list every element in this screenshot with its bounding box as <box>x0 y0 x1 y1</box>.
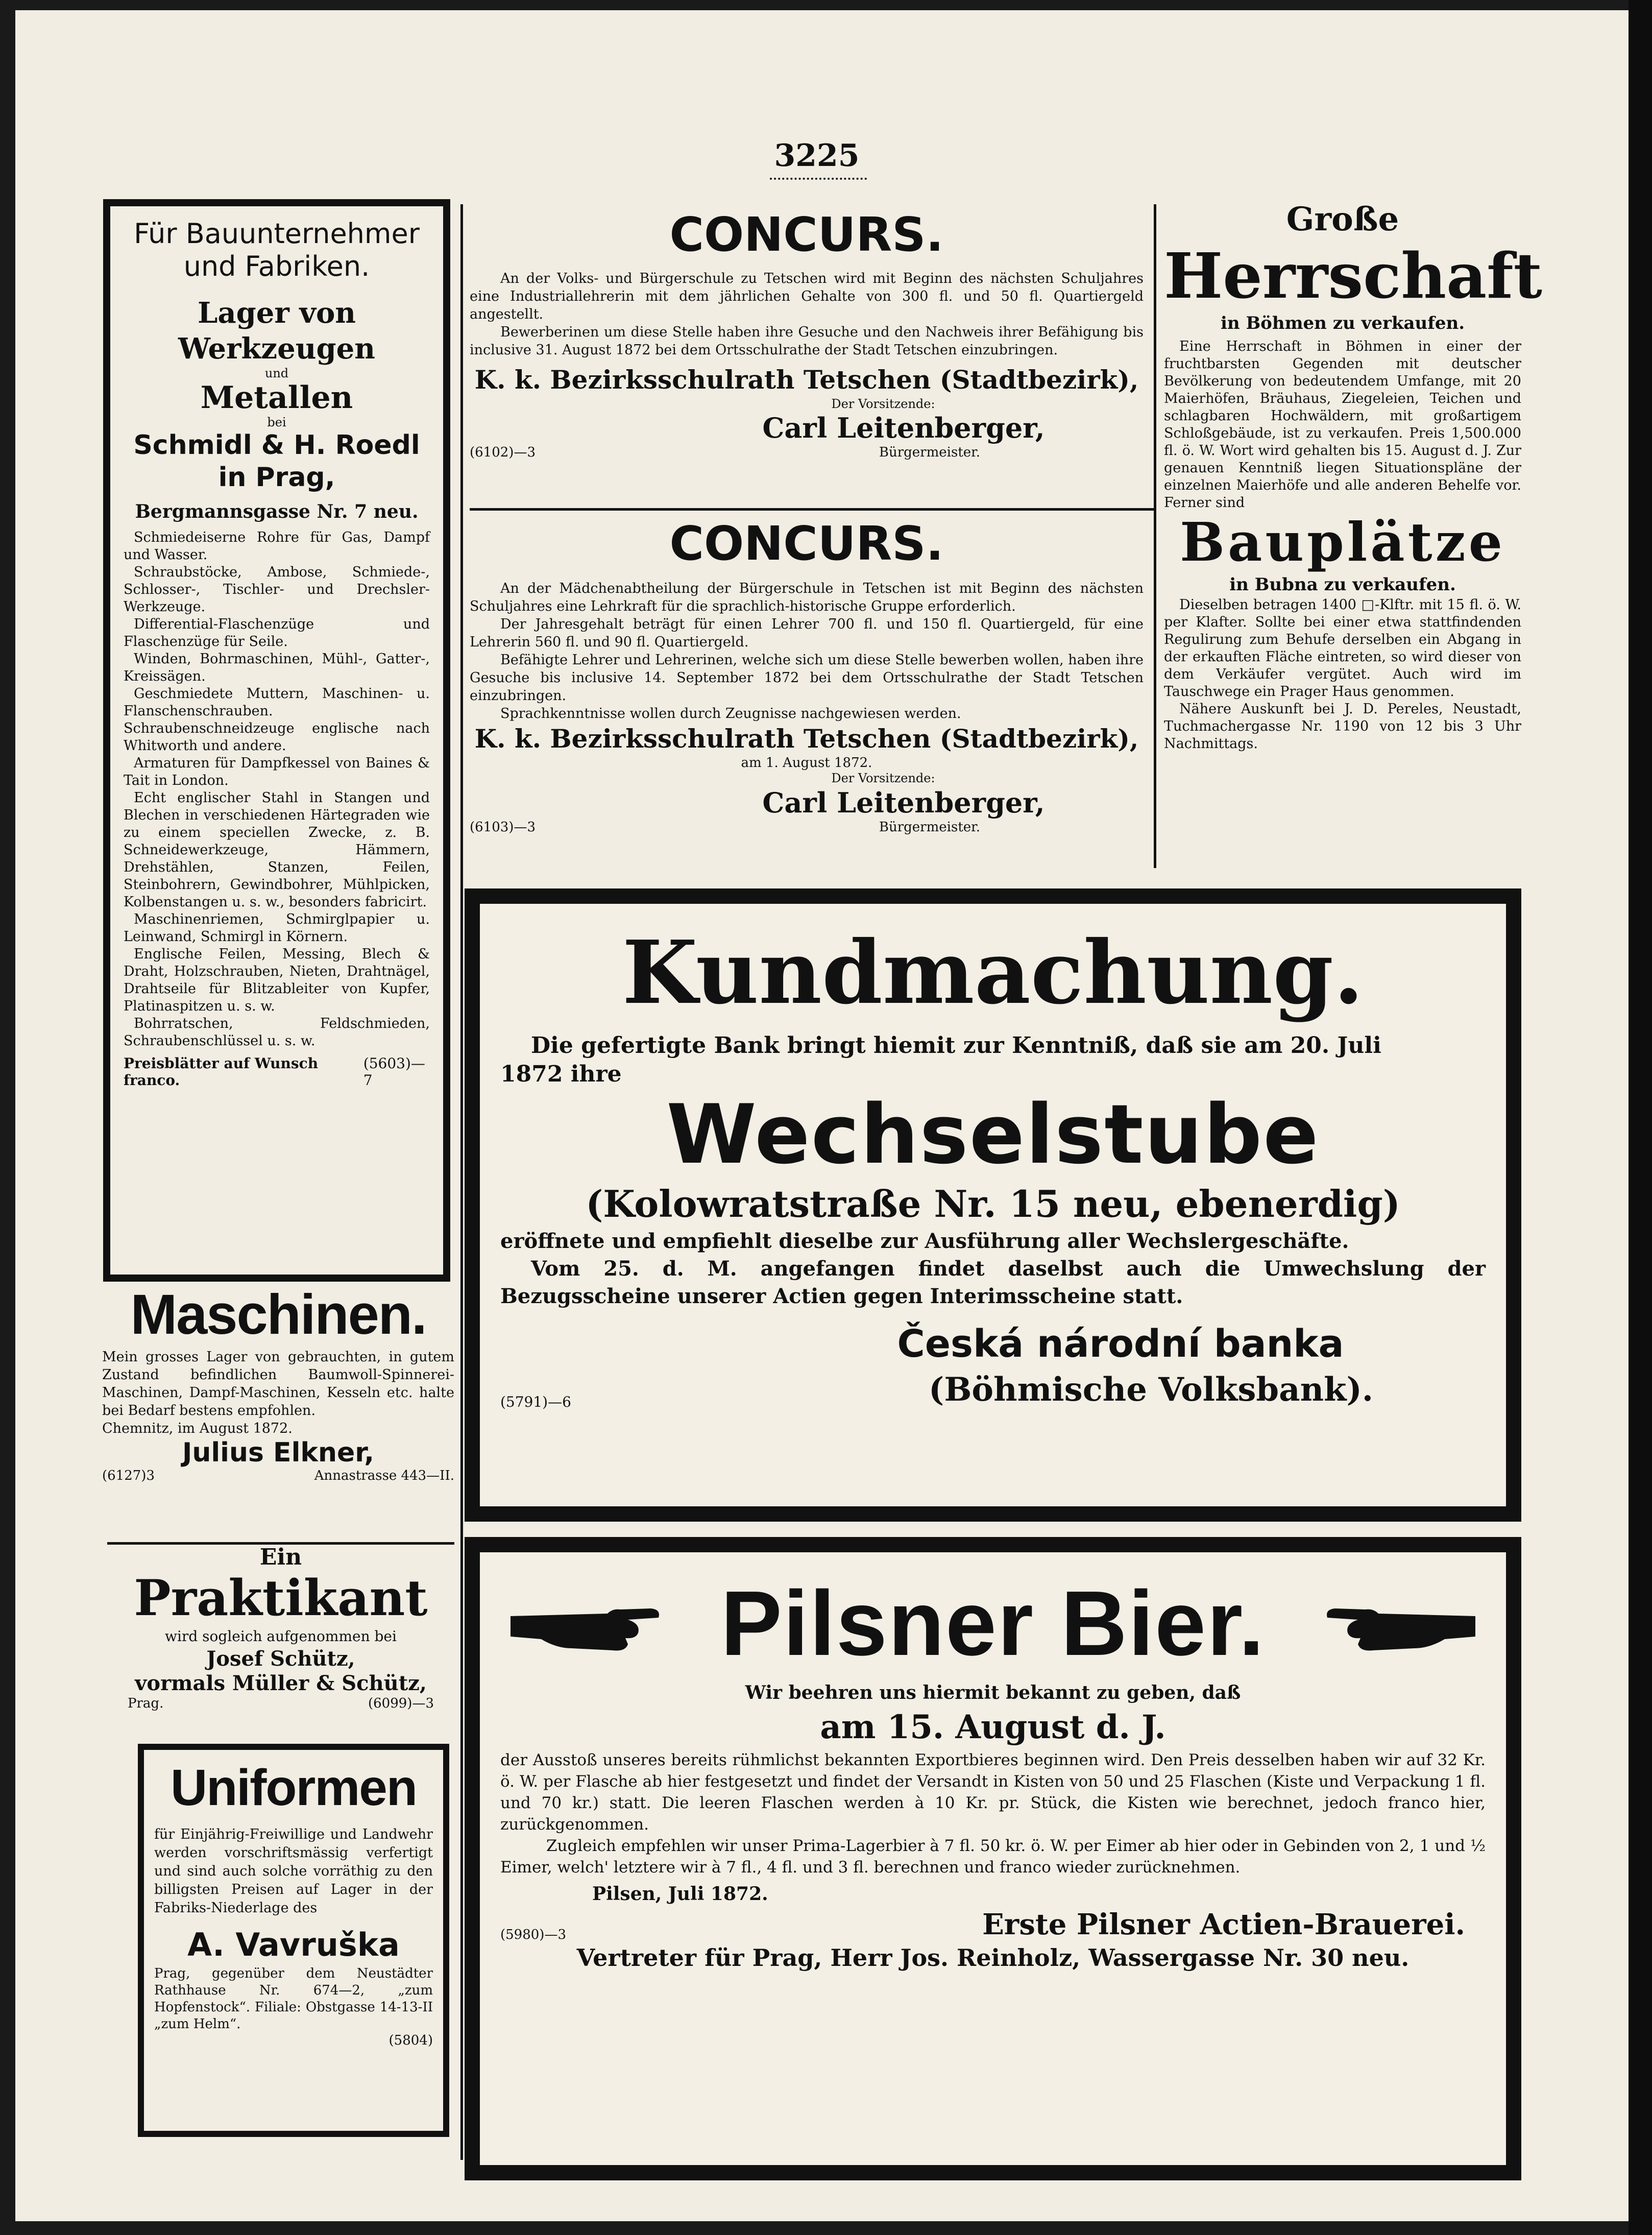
bauplaetze-body: Dieselben betragen 1400 □-Klftr. mit 15 fl. ö. W. per Klafter. Sollte bei einer etwa stattfindenden Regulirung zum Behufe derselben ein Abgang in der erkauften Fläche eintreten, so wird dieser von dem Verkäufer vergütet. Auch wird im Tauschwege ein Prager Haus genommen. <box>1164 597 1521 700</box>
concurs-2-para1: An der Mädchenabtheilung der Bürgerschule in Tetschen ist mit Beginn des nächsten Schuljahres eine Lehrkraft für die sprachlich-historische Gruppe erforderlich. <box>470 581 1144 614</box>
ad-tools-item: Armaturen für Dampfkessel von Baines & Tait in London. <box>124 755 430 788</box>
pilsner-line1: Wir beehren uns hiermit bekannt zu geben, daß <box>745 1682 1241 1703</box>
ad-tools-firm: Schmidl & H. Roedl <box>133 430 420 461</box>
ad-praktikant-title: Praktikant <box>134 1569 428 1627</box>
ad-tools-item: Bohrratschen, Feldschmieden, Schraubenschlüssel u. s. w. <box>124 1016 430 1049</box>
pilsner-title: Pilsner Bier. <box>720 1572 1266 1675</box>
ad-praktikant-footer <box>107 1696 454 1711</box>
pilsner-sign-row <box>500 1907 1486 1942</box>
ad-uniformen <box>138 1744 449 2137</box>
ad-uniformen-ref: (5804) <box>388 2033 433 2048</box>
kundmachung-ref: (5791)—6 <box>500 1393 571 1410</box>
ad-tools-item: Englische Feilen, Messing, Blech & Draht, Holzschrauben, Nieten, Drahtnägel, Drahtseile für Blitzableiter von Kupfer, Platinaspitzen u. s. w. <box>124 946 430 1014</box>
ad-tools-ref: (5603)—7 <box>363 1055 425 1089</box>
ad-maschinen <box>102 1282 454 1483</box>
ad-herrschaft <box>1164 199 1542 753</box>
column-rule-right <box>1154 204 1156 868</box>
ad-praktikant-ref: (6099)—3 <box>368 1696 434 1711</box>
concurs-1 <box>470 204 1144 460</box>
ad-maschinen-ref: (6127)3 <box>102 1468 155 1483</box>
kundmachung-line3: eröffnete und empfiehlt dieselbe zur Ausführung aller Wechslergeschäfte. <box>500 1229 1349 1253</box>
concurs-2-date: am 1. August 1872. <box>741 755 872 771</box>
pilsner-brewery: Erste Pilsner Actien-Brauerei. <box>982 1908 1465 1941</box>
concurs-1-para1: An der Volks- und Bürgerschule zu Tetschen wird mit Beginn des nächsten Schuljahres eine Industriallehrerin mit dem jährlichen Gehalte von 300 fl. und 50 fl. Quartiergeld angestellt. <box>470 271 1144 322</box>
newspaper-page <box>15 10 1629 2221</box>
concurs-1-ref: (6102)—3 <box>470 445 536 460</box>
concurs-2-para3: Befähigte Lehrer und Lehrerinen, welche sich um diese Stelle bewerben wollen, haben ihre Gesuche bis inclusive 14. September 1872 bei dem Ortsschulrathe der Stadt Tetschen einzubringen. <box>470 652 1144 704</box>
kundmachung-address: (Kolowratstraße Nr. 15 neu, ebenerdig) <box>586 1182 1400 1225</box>
ad-tools-item: Schmiedeiserne Rohre für Gas, Dampf und Wasser. <box>124 530 430 563</box>
kundmachung-title: Kundmachung. <box>622 922 1364 1024</box>
concurs-2-authority: K. k. Bezirksschulrath Tetschen (Stadtbezirk), <box>474 724 1139 754</box>
kundmachung-bank-de: (Böhmische Volksbank). <box>929 1371 1373 1409</box>
ad-maschinen-address: Annastrasse 443—II. <box>314 1468 454 1483</box>
ad-tools-item: Differential-Flaschenzüge und Flaschenzüge für Seile. <box>124 616 430 650</box>
ad-tools-metallen: Metallen <box>200 380 353 416</box>
ad-uniformen-title: Uniformen <box>171 1759 417 1816</box>
concurs-2-para4: Sprachkenntnisse wollen durch Zeugnisse nachgewiesen werden. <box>500 706 961 722</box>
ad-tools-price-note: Preisblätter auf Wunsch franco. <box>124 1055 319 1089</box>
ad-maschinen-body: Mein grosses Lager von gebrauchten, in gutem Zustand befindlichen Baumwoll-Spinnerei-Maschinen, Dampf-Maschinen, Kesseln etc. halte bei Bedarf bestens empfohlen. <box>102 1349 454 1419</box>
ad-tools-title: Für Bauunternehmer und Fabriken. <box>134 218 420 282</box>
concurs-2-para2: Der Jahresgehalt beträgt für einen Lehrer 700 fl. und 150 fl. Quartiergeld, für eine Lehrerin 560 fl. und 90 fl. Quartiergeld. <box>470 616 1144 650</box>
kundmachung-footer <box>500 1369 1486 1410</box>
ad-praktikant-firm1: Josef Schütz, <box>206 1647 355 1671</box>
concurs-2-chair-label: Der Vorsitzende: <box>831 771 935 785</box>
ad-maschinen-footer <box>102 1468 454 1483</box>
herrschaft-body: Eine Herrschaft in Böhmen in einer der fruchtbarsten Gegenden mit deutscher Bevölkerung von bedeutendem Umfange, mit 20 Maierhöfen, Bräuhaus, Ziegeleien, Teichen und schlagbaren Hochwäldern, mit großartigem Schloßgebäude, ist zu verkaufen. Preis 1,500.000 fl. ö. W. Wort wird gehalten bis 15. August d. J. Zur genauen Kenntniß liegen Situationspläne der einzelnen Maierhöfe und alle anderen Behelfe vor. Ferner sind <box>1164 339 1521 511</box>
pilsner-date: am 15. August d. J. <box>820 1708 1166 1746</box>
ad-tools-lager: Lager von Werkzeugen <box>178 296 375 366</box>
bauplaetze-title: Bauplätze <box>1180 511 1505 573</box>
kundmachung-wechselstube: Wechselstube <box>666 1087 1320 1182</box>
ad-kundmachung <box>465 888 1521 1522</box>
ad-tools-body <box>124 529 430 1050</box>
ad-maschinen-name: Julius Elkner, <box>182 1437 375 1468</box>
rule-middle-1 <box>470 508 1154 511</box>
ad-tools-item: Echt englischer Stahl in Stangen und Blechen in verschiedenen Härtegraden wie zu einem speciellen Zwecke, z. B. Schneidewerkzeuge, Hämmern, Drehstählen, Stanzen, Feilen, Steinbohrern, Gewindbohrer, Mühlpicken, Kolbenstangen u. s. w., besonders fabricirt. <box>124 790 430 910</box>
pilsner-place: Pilsen, Juli 1872. <box>592 1883 768 1905</box>
herrschaft-title: Herrschaft <box>1164 239 1542 313</box>
pilsner-header <box>500 1568 1486 1680</box>
ad-tools-item: Maschinenriemen, Schmirglpapier u. Leinwand, Schmirgl in Körnern. <box>124 911 430 945</box>
page-number-underline <box>770 178 867 183</box>
concurs-1-para2: Bewerberinen um diese Stelle haben ihre Gesuche und den Nachweis ihrer Befähigung bis inclusive 31. August 1872 bei dem Ortsschulrathe der Stadt Tetschen einzubringen. <box>470 324 1144 358</box>
kundmachung-line2: 1872 ihre <box>500 1061 622 1087</box>
concurs-2 <box>470 513 1144 835</box>
ad-praktikant-firm2: vormals Müller & Schütz, <box>135 1671 427 1695</box>
concurs-1-footer <box>470 445 1144 460</box>
concurs-1-role: Bürgermeister. <box>879 445 980 460</box>
concurs-2-chair: Carl Leitenberger, <box>762 786 1045 819</box>
ad-pilsner-bier <box>465 1537 1521 2180</box>
ad-tools-bei: bei <box>267 415 286 429</box>
ad-tools-metals <box>103 199 450 1282</box>
herrschaft-subtitle: in Böhmen zu verkaufen. <box>1220 313 1465 333</box>
pilsner-ref: (5980)—3 <box>500 1927 566 1942</box>
kundmachung-bank: Česká národní banka <box>897 1322 1344 1366</box>
concurs-1-title: CONCURS. <box>669 207 944 262</box>
ad-uniformen-name: A. Vavruška <box>187 1926 400 1963</box>
herrschaft-grosse: Große <box>1286 200 1399 238</box>
ad-uniformen-body: für Einjährig-Freiwillige und Landwehr werden vorschriftsmässig verfertigt und sind auch solche vorräthig zu den billigsten Preisen auf Lager in der Fabriks-Niederlage des <box>154 1827 433 1916</box>
page-number: 3225 <box>774 138 860 174</box>
pilsner-para2: Zugleich empfehlen wir unser Prima-Lagerbier à 7 fl. 50 kr. ö. W. per Eimer ab hier oder in Gebinden von 2, 1 und ½ Eimer, welch' letztere wir à 7 fl., 4 fl. und 3 fl. berechnen und franco wieder zurücknehmen. <box>500 1837 1486 1877</box>
concurs-1-authority: K. k. Bezirksschulrath Tetschen (Stadtbezirk), <box>474 365 1139 395</box>
ad-maschinen-place: Chemnitz, im August 1872. <box>102 1421 293 1436</box>
concurs-1-chair-label: Der Vorsitzende: <box>831 397 935 411</box>
concurs-2-footer <box>470 820 1144 835</box>
kundmachung-line4: Vom 25. d. M. angefangen findet daselbst auch die Umwechslung der Bezugsscheine unserer Actien gegen Interimsscheine statt. <box>500 1257 1486 1308</box>
pilsner-agent: Vertreter für Prag, Herr Jos. Reinholz, Wassergasse Nr. 30 neu. <box>576 1944 1410 1972</box>
ad-uniformen-address: Prag, gegenüber dem Neustädter Rathhause Nr. 674—2, „zum Hopfenstock“. Filiale: Obstgasse 14-13-II „zum Helm“. <box>154 1966 433 2032</box>
ad-praktikant-ein: Ein <box>259 1544 302 1570</box>
book-spine-shadow <box>1629 0 1652 2235</box>
concurs-2-ref: (6103)—3 <box>470 820 536 835</box>
bauplaetze-contact: Nähere Auskunft bei J. D. Pereles, Neustadt, Tuchmachergasse Nr. 1190 von 12 bis 3 Uhr Nachmittags. <box>1164 701 1521 752</box>
kundmachung-line1: Die gefertigte Bank bringt hiemit zur Kenntniß, daß sie am 20. Juli <box>531 1032 1381 1059</box>
ad-tools-item: Schraubstöcke, Ambose, Schmiede-, Schlosser-, Tischler- und Drechsler-Werkzeuge. <box>124 564 430 615</box>
ad-maschinen-title: Maschinen. <box>130 1283 426 1346</box>
concurs-2-title: CONCURS. <box>669 516 944 571</box>
ad-tools-item: Winden, Bohrmaschinen, Mühl-, Gatter-, Kreissägen. <box>124 651 430 684</box>
ad-tools-item: Geschmiedete Muttern, Maschinen- u. Flanschenschrauben. Schraubenschneidzeuge englische nach Whitworth und andere. <box>124 686 430 754</box>
ad-praktikant-line1: wird sogleich aufgenommen bei <box>165 1628 397 1645</box>
ad-praktikant-city: Prag. <box>128 1696 164 1711</box>
ad-tools-city: in Prag, <box>218 462 335 493</box>
pilsner-para1: der Ausstoß unseres bereits rühmlichst bekannten Exportbieres beginnen wird. Den Preis desselben haben wir auf 32 Kr. ö. W. per Flasche ab hier festgesetzt und findet der Versandt in Kisten von 50 und 25 Flaschen (Kiste und Verpackung 1 fl. und 70 kr.) statt. Die leeren Flaschen werden à 10 Kr. pr. Stück, die Kisten wie berechnet, jedoch franco hier, zurückgenommen. <box>500 1751 1486 1834</box>
concurs-1-chair: Carl Leitenberger, <box>762 412 1045 444</box>
pointing-hand-right-icon <box>511 1588 664 1660</box>
ad-tools-footer <box>124 1055 430 1089</box>
ad-praktikant <box>107 1545 454 1711</box>
concurs-2-role: Bürgermeister. <box>879 820 980 835</box>
bauplaetze-subtitle: in Bubna zu verkaufen. <box>1229 574 1456 595</box>
ad-tools-und: und <box>264 366 289 380</box>
ad-tools-address: Bergmannsgasse Nr. 7 neu. <box>135 501 419 522</box>
pointing-hand-left-icon <box>1322 1588 1475 1660</box>
column-rule-left <box>460 204 463 2160</box>
